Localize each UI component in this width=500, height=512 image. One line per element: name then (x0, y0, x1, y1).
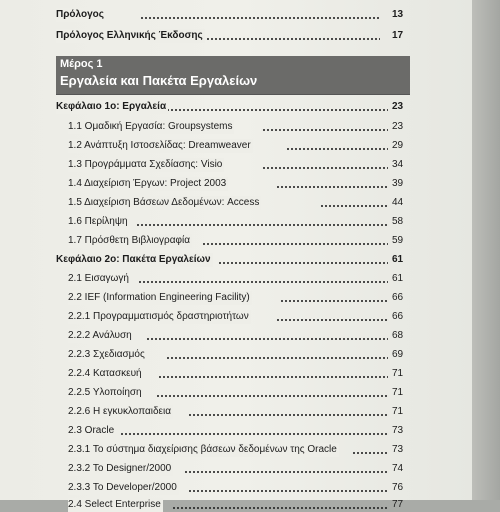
toc-entry-title: 1.2 Ανάπτυξη Ιστοσελίδας: Dreamweaver (68, 140, 251, 151)
dot-leader (280, 300, 388, 302)
toc-entry-title: 2.2.2 Ανάλυση (68, 330, 132, 341)
dot-leader (202, 243, 388, 245)
dot-leader (156, 395, 388, 397)
toc-entry-page: 71 (392, 387, 404, 398)
toc-entry-title: Πρόλογος Ελληνικής Έκδοσης (56, 30, 203, 41)
toc-entry-page: 17 (392, 30, 404, 41)
toc-entry-page: 13 (392, 9, 404, 20)
dot-leader (184, 471, 388, 473)
toc-entry-title: 2.2.3 Σχεδιασμός (68, 349, 145, 360)
toc-entry (0, 346, 472, 362)
toc-entry-page: 76 (392, 482, 404, 493)
dot-leader (120, 433, 388, 435)
dot-leader (138, 281, 388, 283)
dot-leader (188, 490, 388, 492)
toc-entry (0, 118, 472, 134)
dot-leader (166, 109, 388, 111)
toc-entry (0, 422, 472, 438)
dot-leader (158, 376, 388, 378)
toc-chapter-1 (0, 98, 472, 114)
toc-entry-page: 73 (392, 425, 404, 436)
toc-entry-page: 69 (392, 349, 404, 360)
toc-entry-title: 2.3.2 Το Designer/2000 (68, 463, 172, 474)
dot-leader (166, 357, 388, 359)
toc-entry (0, 194, 472, 210)
toc-entry-page: 34 (392, 159, 404, 170)
toc-entry (0, 232, 472, 248)
toc-entry-page: 71 (392, 368, 404, 379)
toc-entry-title: 2.1 Εισαγωγή (68, 273, 129, 284)
toc-entry-page: 73 (392, 444, 404, 455)
toc-entry (0, 365, 472, 381)
toc-entry (0, 175, 472, 191)
toc-entry (0, 460, 472, 476)
toc-entry-preface (0, 6, 472, 22)
dot-leader (262, 129, 388, 131)
dot-leader (286, 148, 388, 150)
toc-entry (0, 308, 472, 324)
toc-entry (0, 270, 472, 286)
toc-entry (0, 156, 472, 172)
toc-chapter-title: Κεφάλαιο 1ο: Εργαλεία (56, 101, 167, 112)
dot-leader (262, 167, 388, 169)
toc-entry (0, 441, 472, 457)
part-header (56, 56, 410, 94)
dot-leader (140, 17, 380, 19)
toc-entry-page: 71 (392, 406, 404, 417)
toc-entry-title: 2.2.4 Κατασκευή (68, 368, 142, 379)
toc-entry-title: 1.4 Διαχείριση Έργων: Project 2003 (68, 178, 227, 189)
toc-chapter-2 (0, 251, 472, 267)
dot-leader (206, 38, 380, 40)
toc-entry-page: 61 (392, 273, 404, 284)
toc-entry-page: 44 (392, 197, 404, 208)
toc-entry (0, 213, 472, 229)
toc-entry-greek-preface (0, 27, 472, 43)
toc-entry-title: Πρόλογος (56, 9, 104, 20)
toc-entry-title: 2.3.3 Το Developer/2000 (68, 482, 177, 493)
toc-entry-title: 1.5 Διαχείριση Βάσεων Δεδομένων: Access (68, 197, 260, 208)
toc-entry-title: 2.3 Oracle (68, 425, 115, 436)
toc-entry-title: 2.4 Select Enterprise (68, 499, 161, 510)
dot-leader (188, 414, 388, 416)
toc-entry-title: 2.2.1 Προγραμματισμός δραστηριοτήτων (68, 311, 249, 322)
toc-entry (0, 496, 472, 512)
toc-entry-title: 2.2 IEF (Information Engineering Facility) (68, 292, 250, 303)
toc-entry (0, 327, 472, 343)
toc-chapter-page: 23 (392, 101, 404, 112)
dot-leader (218, 262, 388, 264)
toc-entry (0, 137, 472, 153)
toc-entry-title: 1.7 Πρόσθετη Βιβλιογραφία (68, 235, 191, 246)
toc-entry-title: 2.2.6 Η εγκυκλοπαιδεια (68, 406, 172, 417)
toc-entry-page: 66 (392, 311, 404, 322)
divider (56, 94, 410, 95)
toc-entry-page: 39 (392, 178, 404, 189)
toc-entry (0, 479, 472, 495)
toc-entry-title: 2.2.5 Υλοποίηση (68, 387, 142, 398)
toc-chapter-page: 61 (392, 254, 404, 265)
toc-chapter-title: Κεφάλαιο 2ο: Πακέτα Εργαλείων (56, 254, 211, 265)
toc-entry-page: 29 (392, 140, 404, 151)
toc-entry-page: 59 (392, 235, 404, 246)
dot-leader (136, 224, 388, 226)
dot-leader (352, 452, 388, 454)
toc-entry-title: 1.3 Προγράμματα Σχεδίασης: Visio (68, 159, 223, 170)
toc-entry-page: 58 (392, 216, 404, 227)
part-number: Μέρος 1 (60, 58, 103, 70)
toc-entry-title: 2.3.1 Το σύστημα διαχείρισης βάσεων δεδομένων της Oracle (68, 444, 337, 455)
dot-leader (276, 186, 388, 188)
toc-entry (0, 384, 472, 400)
toc-entry-page: 68 (392, 330, 404, 341)
toc-entry-page: 74 (392, 463, 404, 474)
toc-entry (0, 403, 472, 419)
dot-leader (172, 507, 388, 509)
toc-entry-page: 77 (392, 499, 404, 510)
part-title: Εργαλεία και Πακέτα Εργαλείων (60, 73, 258, 88)
dot-leader (276, 319, 388, 321)
dot-leader (320, 205, 388, 207)
toc-entry-page: 66 (392, 292, 404, 303)
toc-entry-title: 1.6 Περίληψη (68, 216, 128, 227)
toc-entry (0, 289, 472, 305)
page-edge (472, 0, 500, 500)
toc-entry-page: 23 (392, 121, 404, 132)
dot-leader (146, 338, 388, 340)
toc-entry-title: 1.1 Ομαδική Εργασία: Groupsystems (68, 121, 233, 132)
